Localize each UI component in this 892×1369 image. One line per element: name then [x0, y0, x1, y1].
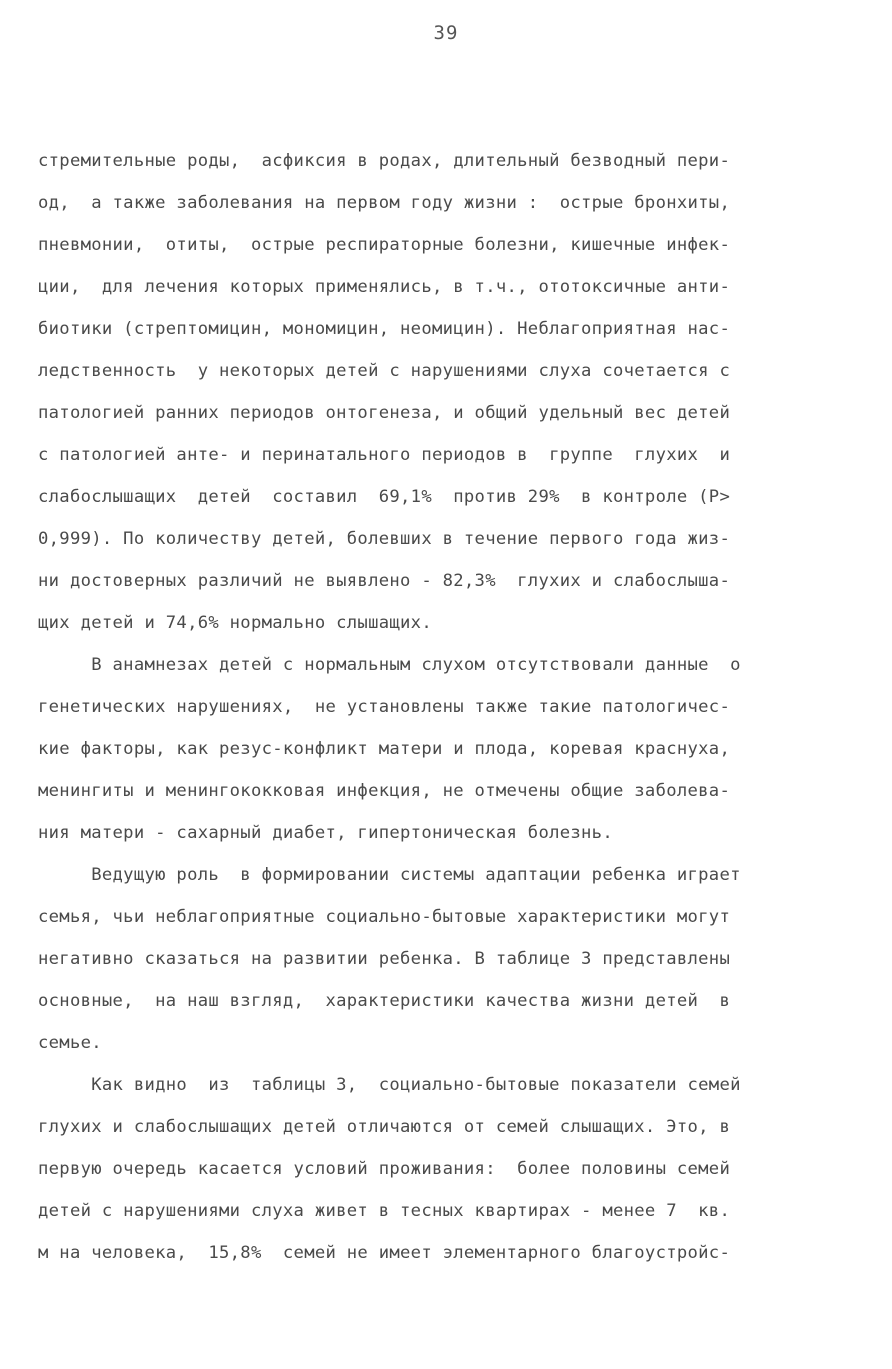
text-line: с патологией анте- и перинатального периодов в группе глухих и	[38, 445, 731, 465]
text-line: ледственность у некоторых детей с нарушениями слуха сочетается с	[38, 361, 731, 381]
text-line: Как видно из таблицы 3, социально-бытовые показатели семей	[38, 1075, 741, 1095]
page-number: 39	[433, 22, 459, 44]
text-line: В анамнезах детей с нормальным слухом отсутствовали данные о	[38, 655, 741, 675]
text-line: стремительные роды, асфиксия в родах, длительный безводный пери-	[38, 151, 731, 171]
text-line: од, а также заболевания на первом году жизни : острые бронхиты,	[38, 193, 731, 213]
text-line: генетических нарушениях, не установлены также такие патологичес-	[38, 697, 731, 717]
text-line: ции, для лечения которых применялись, в т.ч., ототоксичные анти-	[38, 277, 731, 297]
text-line: щих детей и 74,6% нормально слышащих.	[38, 613, 432, 633]
text-line: семье.	[38, 1033, 102, 1053]
text-line: слабослышащих детей составил 69,1% против 29% в контроле (P>	[38, 487, 731, 507]
text-line: первую очередь касается условий проживания: более половины семей	[38, 1159, 731, 1179]
text-line: м на человека, 15,8% семей не имеет элементарного благоустройс-	[38, 1243, 731, 1263]
text-line: биотики (стрептомицин, мономицин, неомицин). Неблагоприятная нас-	[38, 319, 731, 339]
text-line: глухих и слабослышащих детей отличаются от семей слышащих. Это, в	[38, 1117, 731, 1137]
body-text	[38, 147, 860, 1281]
text-line: 0,999). По количеству детей, болевших в течение первого года жиз-	[38, 529, 731, 549]
text-line: Ведущую роль в формировании системы адаптации ребенка играет	[38, 865, 741, 885]
text-line: патологией ранних периодов онтогенеза, и общий удельный вес детей	[38, 403, 731, 423]
text-line: детей с нарушениями слуха живет в тесных квартирах - менее 7 кв.	[38, 1201, 731, 1221]
text-line: кие факторы, как резус-конфликт матери и плода, коревая краснуха,	[38, 739, 731, 759]
text-line: пневмонии, отиты, острые респираторные болезни, кишечные инфек-	[38, 235, 731, 255]
text-line: ни достоверных различий не выявлено - 82,3% глухих и слабослыша-	[38, 571, 731, 591]
text-line: основные, на наш взгляд, характеристики качества жизни детей в	[38, 991, 731, 1011]
text-line: негативно сказаться на развитии ребенка. В таблице 3 представлены	[38, 949, 731, 969]
text-line: менингиты и менингококковая инфекция, не отмечены общие заболева-	[38, 781, 731, 801]
text-line: ния матери - сахарный диабет, гипертоническая болезнь.	[38, 823, 613, 843]
text-line: семья, чьи неблагоприятные социально-бытовые характеристики могут	[38, 907, 731, 927]
